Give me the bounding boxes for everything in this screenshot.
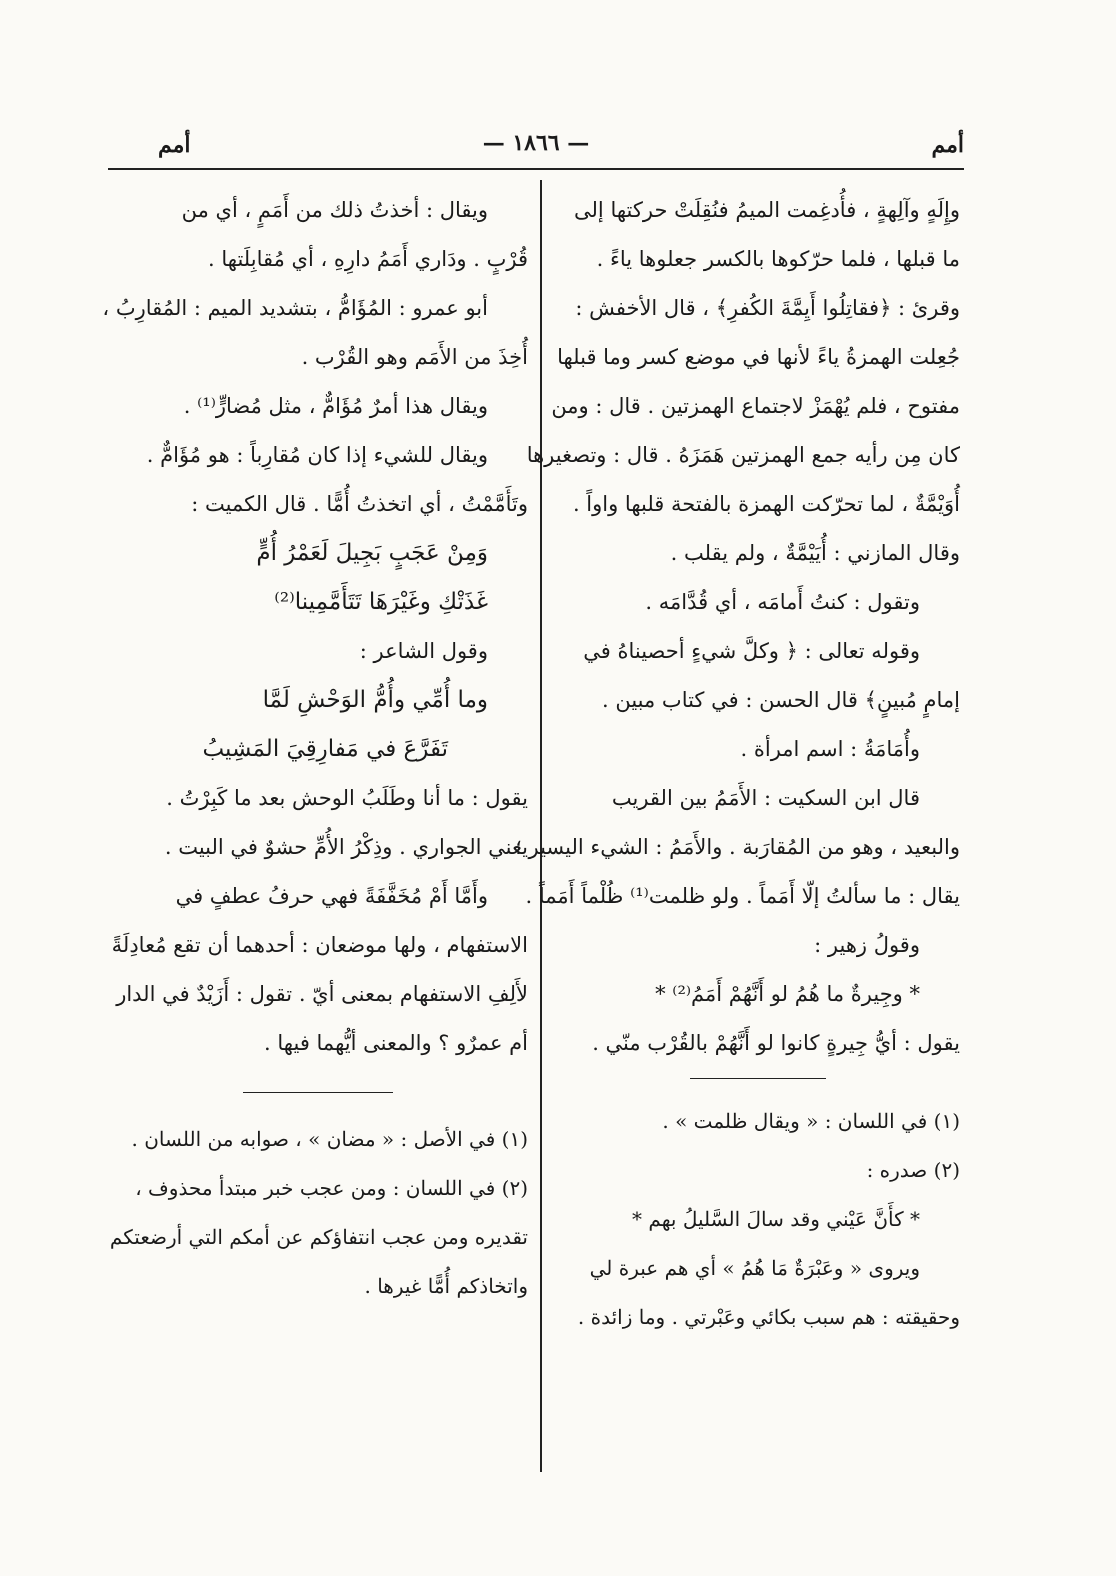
text-line: يقول : أيُّ جِيرةٍ كانوا لو أَنَّهُمْ بالقُرْب منّي . (592, 1031, 960, 1055)
verse-line: غَذَتْكِ وغَيْرَهَا تَتَأَمَّمِينا⁽²⁾ (274, 589, 488, 615)
text-line: كان مِن رأيه جمع الهمزتين هَمَزَهُ . قال : وتصغيرها (526, 443, 960, 467)
text-line: أُوَيْمَّةٌ ، لما تحرّكت الهمزة بالفتحة قلبها واواً . (572, 492, 960, 516)
footnote-line: * كأَنَّ عَيْني وقد سالَ السَّليلُ بهم * (632, 1207, 920, 1231)
page-number: — ١٨٦٦ — (482, 130, 590, 156)
header-left-word: أمم (158, 132, 191, 158)
text-line: وقولُ زهير : (814, 933, 920, 957)
footnote-line: (٢) صدره : (866, 1158, 960, 1182)
text-line: وقرئ : ﴿فقاتِلُوا أَيِمَّةَ الكُفرِ﴾ ، قال الأخفش : (575, 296, 960, 320)
text-line: إمامٍ مُبينٍ﴾ قال الحسن : في كتاب مبين . (601, 688, 960, 712)
left-column (102, 186, 528, 1311)
footnote-rule (243, 1092, 393, 1093)
text-line: يقال : ما سألتُ إلّا أَمَماً . ولو ظلمت⁽¹⁾ ظُلْماً أَمَماً . (525, 884, 960, 908)
text-line: وتَأَمَّمْتُ ، أي اتخذتُ أُمًّا . قال الكميت : (191, 492, 528, 516)
text-line: أبو عمرو : المُؤَامُّ ، بتشديد الميم : المُقارِبُ ، (102, 296, 488, 320)
footnote-line: وحقيقته : هم سبب بكائي وعَبْرتي . وما زائدة . (577, 1305, 960, 1329)
footnote-line: تقديره ومن عجب انتفاؤكم عن أمكم التي أرضعتكم (109, 1225, 528, 1249)
text-line: ويقال : أخذتُ ذلك من أَمَمٍ ، أي من (181, 198, 488, 222)
text-line: ويقال للشيء إذا كان مُقارِباً : هو مُؤَامٌّ . (146, 443, 488, 467)
text-line: والبعيد ، وهو من المُقارَبة . والأَمَمُ : الشيء اليسير ؛ (515, 835, 960, 859)
text-line: وقال المازني : أُيَيْمَّةٌ ، ولم يقلب . (670, 541, 960, 565)
verse-line: * وجِيرةٌ ما هُمُ لو أَنَّهُمْ أَمَمُ⁽²⁾ * (655, 982, 920, 1006)
text-line: ما قبلها ، فلما حرّكوها بالكسر جعلوها ياءً . (596, 247, 960, 271)
text-line: وأُمَامَةُ : اسم امرأة . (740, 737, 920, 761)
verse-line: وما أُمِّي وأُمُّ الوَحْشِ لَمَّا (262, 687, 488, 713)
text-line: ويقال هذا أمرٌ مُؤَامٌّ ، مثل مُضارٍّ⁽¹⁾ . (183, 394, 488, 418)
text-line: أُخِذَ من الأَمَم وهو القُرْب . (301, 345, 528, 369)
text-line: قال ابن السكيت : الأَمَمُ بين القريب (611, 786, 920, 810)
verse-line: تَفَرَّعَ في مَفارِقِيَ المَشِيبُ (202, 736, 448, 762)
text-line: وتقول : كنتُ أَمامَه ، أي قُدَّامَه . (645, 590, 920, 614)
text-line: وقوله تعالى : ﴿ وكلَّ شيءٍ أحصيناهُ في (583, 639, 920, 663)
text-line: لأَلِفِ الاستفهام بمعنى أيّ . تقول : أَزَيْدٌ في الدار (116, 982, 528, 1006)
text-line: يقول : ما أنا وطَلَبُ الوحش بعد ما كَبِرْتُ . (166, 786, 528, 810)
footnote-line: واتخاذكم أُمًّا غيرها . (364, 1274, 528, 1298)
header-right-word: أمم (931, 132, 964, 158)
text-line: أم عمرٌو ؟ والمعنى أيُّهما فيها . (264, 1031, 528, 1055)
page-header (108, 128, 964, 168)
text-line: الاستفهام ، ولها موضعان : أحدهما أن تقع مُعادِلَةً (111, 933, 528, 957)
footnote-rule (690, 1078, 826, 1079)
text-line: مفتوح ، فلم يُهْمَزْ لاجتماع الهمزتين . قال : ومن (551, 394, 960, 418)
text-line: يعني الجواري . وذِكْرُ الأُمِّ حشوٌ في البيت . (164, 835, 528, 859)
footnote-line: ويروى « وعَبْرَةٌ مَا هُمُ » أي هم عبرة لي (589, 1256, 920, 1280)
text-line: جُعِلت الهمزةُ ياءً لأنها في موضع كسر وما قبلها (557, 345, 960, 369)
footnote-line: (٢) في اللسان : ومن عجب خبر مبتدأ محذوف ، (135, 1176, 528, 1200)
header-rule (108, 168, 964, 170)
text-line: وأَمَّا أَمْ مُخَفَّفَةً فهي حرفُ عطفٍ في (175, 884, 488, 908)
footnote-line: (١) في اللسان : « ويقال ظلمت » . (662, 1109, 960, 1133)
verse-line: وَمِنْ عَجَبٍ بَجِيلَ لَعَمْرُ أُمٍّ (256, 540, 488, 566)
footnote-line: (١) في الأصل : « مضان » ، صوابه من اللسان . (131, 1127, 528, 1151)
right-column (515, 186, 960, 1342)
text-line: وقول الشاعر : (359, 639, 488, 663)
text-line: وإِلَهٍ وآلِهةٍ ، فأُدغِمت الميمُ فنُقِلَتْ حركتها إلى (574, 198, 960, 222)
text-line: قُرْبٍ . ودَاري أَمَمُ دارِهِ ، أي مُقابِلَتها . (208, 247, 528, 271)
